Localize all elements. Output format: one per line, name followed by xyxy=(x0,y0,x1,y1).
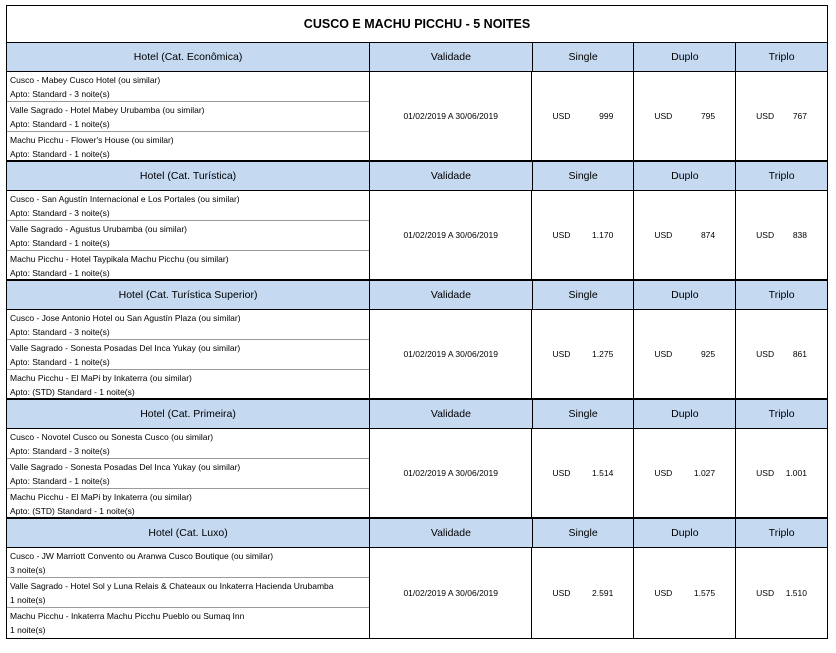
room-info: Apto: Standard - 1 noite(s) xyxy=(10,237,110,248)
duplo-price-cell xyxy=(634,310,736,398)
category-label: Hotel (Cat. Luxo) xyxy=(7,519,370,547)
triplo-price: 1.001 xyxy=(785,468,807,478)
single-header: Single xyxy=(533,519,635,547)
validity-cell xyxy=(370,429,533,517)
currency-label: USD xyxy=(552,111,571,121)
triplo-price-cell xyxy=(736,310,827,398)
room-info: Apto: (STD) Standard - 1 noite(s) xyxy=(10,386,135,397)
hotel-name: Machu Picchu - Flower's House (ou similar) xyxy=(10,135,174,145)
single-price-cell xyxy=(532,429,634,517)
duplo-price-cell xyxy=(634,429,736,517)
hotel-entry xyxy=(7,578,369,608)
single-price: 1.275 xyxy=(592,349,614,359)
category-block xyxy=(7,191,827,281)
triplo-price: 838 xyxy=(792,230,807,240)
triplo-price-cell xyxy=(736,191,827,279)
single-header: Single xyxy=(533,43,635,71)
hotel-entry xyxy=(7,310,369,340)
validity-value: 01/02/2019 A 30/06/2019 xyxy=(403,111,498,121)
validity-cell xyxy=(370,191,533,279)
currency-label: USD xyxy=(756,230,775,240)
hotel-name: Valle Sagrado - Sonesta Posadas Del Inca Yukay (ou similar) xyxy=(10,343,241,353)
room-info: Apto: Standard - 3 noite(s) xyxy=(10,445,110,456)
triplo-header: Triplo xyxy=(768,51,795,63)
triplo-header: Triplo xyxy=(768,408,795,420)
hotel-name: Cusco - JW Marriott Convento ou Aranwa Cusco Boutique (ou similar) xyxy=(10,551,274,561)
currency-label: USD xyxy=(756,111,775,121)
single-header: Single xyxy=(533,281,635,309)
room-info: Apto: Standard - 3 noite(s) xyxy=(10,326,110,337)
category-block xyxy=(7,548,827,638)
duplo-header: Duplo xyxy=(634,400,736,428)
currency-label: USD xyxy=(654,230,673,240)
room-info: Apto: Standard - 1 noite(s) xyxy=(10,148,110,159)
validity-cell xyxy=(370,310,533,398)
hotel-name: Machu Picchu - El MaPi by Inkaterra (ou similar) xyxy=(10,373,192,383)
category-header-row xyxy=(7,43,827,72)
hotel-name: Cusco - San Agustín Internacional e Los Portales (ou similar) xyxy=(10,194,240,204)
duplo-price-cell xyxy=(634,72,736,160)
table-sections xyxy=(7,43,827,638)
validity-cell xyxy=(370,72,533,160)
duplo-header: Duplo xyxy=(634,519,736,547)
single-price: 999 xyxy=(599,111,614,121)
currency-label: USD xyxy=(654,349,673,359)
room-info: Apto: (STD) Standard - 1 noite(s) xyxy=(10,505,135,516)
room-info: 3 noite(s) xyxy=(10,564,46,575)
currency-label: USD xyxy=(654,111,673,121)
category-label: Hotel (Cat. Primeira) xyxy=(7,400,370,428)
duplo-price: 795 xyxy=(700,111,716,121)
validity-cell xyxy=(370,548,533,638)
validity-header: Validade xyxy=(370,400,533,428)
single-price: 2.591 xyxy=(592,588,614,598)
room-info: Apto: Standard - 1 noite(s) xyxy=(10,118,110,129)
triplo-price-cell xyxy=(736,429,827,517)
hotel-list xyxy=(7,191,370,279)
category-header-row xyxy=(7,519,827,548)
hotel-list xyxy=(7,429,370,517)
currency-label: USD xyxy=(552,349,571,359)
triplo-price-cell xyxy=(736,548,827,638)
room-info: Apto: Standard - 3 noite(s) xyxy=(10,207,110,218)
duplo-price: 1.575 xyxy=(693,588,716,598)
duplo-price-cell xyxy=(634,548,736,638)
duplo-header: Duplo xyxy=(634,43,736,71)
category-label: Hotel (Cat. Turística Superior) xyxy=(7,281,370,309)
duplo-price: 1.027 xyxy=(693,468,716,478)
hotel-entry xyxy=(7,370,369,399)
single-price: 1.514 xyxy=(592,468,614,478)
triplo-price: 767 xyxy=(792,111,807,121)
hotel-entry xyxy=(7,132,369,161)
currency-label: USD xyxy=(756,588,775,598)
category-block xyxy=(7,310,827,400)
category-label: Hotel (Cat. Turística) xyxy=(7,162,370,190)
room-info: Apto: Standard - 1 noite(s) xyxy=(10,356,110,367)
hotel-name: Cusco - Novotel Cusco ou Sonesta Cusco (ou similar) xyxy=(10,432,214,442)
single-price-cell xyxy=(532,191,634,279)
hotel-entry xyxy=(7,489,369,518)
hotel-entry xyxy=(7,221,369,251)
hotel-name: Machu Picchu - El MaPi by Inkaterra (ou similar) xyxy=(10,492,192,502)
hotel-name: Cusco - Jose Antonio Hotel ou San Agustín Plaza (ou similar) xyxy=(10,313,241,323)
triplo-header: Triplo xyxy=(768,289,795,301)
hotel-name: Valle Sagrado - Sonesta Posadas Del Inca Yukay (ou similar) xyxy=(10,462,241,472)
validity-value: 01/02/2019 A 30/06/2019 xyxy=(403,468,498,478)
hotel-name: Valle Sagrado - Hotel Sol y Luna Relais & Chateaux ou Inkaterra Hacienda Urubamba xyxy=(10,581,334,591)
category-header-row xyxy=(7,400,827,429)
hotel-entry xyxy=(7,608,369,638)
duplo-price-cell xyxy=(634,191,736,279)
room-info: 1 noite(s) xyxy=(10,594,46,605)
category-header-row xyxy=(7,162,827,191)
single-price-cell xyxy=(532,72,634,160)
category-block xyxy=(7,429,827,519)
category-block xyxy=(7,72,827,162)
validity-header: Validade xyxy=(370,519,533,547)
validity-value: 01/02/2019 A 30/06/2019 xyxy=(403,230,498,240)
room-info: Apto: Standard - 3 noite(s) xyxy=(10,88,110,99)
table-title: CUSCO E MACHU PICCHU - 5 NOITES xyxy=(7,6,827,43)
room-info: Apto: Standard - 1 noite(s) xyxy=(10,267,110,278)
single-price-cell xyxy=(532,548,634,638)
triplo-price: 1.510 xyxy=(785,588,807,598)
validity-header: Validade xyxy=(370,43,533,71)
single-header: Single xyxy=(533,162,635,190)
hotel-entry xyxy=(7,548,369,578)
hotel-entry xyxy=(7,72,369,102)
hotel-name: Machu Picchu - Inkaterra Machu Picchu Pueblo ou Sumaq Inn xyxy=(10,611,245,621)
triplo-price: 861 xyxy=(792,349,807,359)
single-header: Single xyxy=(533,400,635,428)
currency-label: USD xyxy=(552,588,571,598)
hotel-entry xyxy=(7,340,369,370)
single-price-cell xyxy=(532,310,634,398)
duplo-header: Duplo xyxy=(634,162,736,190)
duplo-header: Duplo xyxy=(634,281,736,309)
hotel-name: Machu Picchu - Hotel Taypikala Machu Picchu (ou similar) xyxy=(10,254,229,264)
hotel-name: Cusco - Mabey Cusco Hotel (ou similar) xyxy=(10,75,161,85)
triplo-price-cell xyxy=(736,72,827,160)
currency-label: USD xyxy=(756,349,775,359)
triplo-header: Triplo xyxy=(768,527,795,539)
category-header-row xyxy=(7,281,827,310)
hotel-entry xyxy=(7,459,369,489)
currency-label: USD xyxy=(552,468,571,478)
hotel-list xyxy=(7,72,370,160)
hotel-entry xyxy=(7,191,369,221)
validity-value: 01/02/2019 A 30/06/2019 xyxy=(403,588,498,598)
hotel-name: Valle Sagrado - Agustus Urubamba (ou similar) xyxy=(10,224,188,234)
currency-label: USD xyxy=(756,468,775,478)
hotel-list xyxy=(7,548,370,638)
validity-header: Validade xyxy=(370,281,533,309)
hotel-entry xyxy=(7,251,369,280)
hotel-name: Valle Sagrado - Hotel Mabey Urubamba (ou similar) xyxy=(10,105,205,115)
validity-header: Validade xyxy=(370,162,533,190)
room-info: Apto: Standard - 1 noite(s) xyxy=(10,475,110,486)
duplo-price: 925 xyxy=(700,349,716,359)
currency-label: USD xyxy=(654,468,673,478)
room-info: 1 noite(s) xyxy=(10,624,46,635)
hotel-entry xyxy=(7,102,369,132)
triplo-header: Triplo xyxy=(768,170,795,182)
duplo-price: 874 xyxy=(700,230,716,240)
currency-label: USD xyxy=(552,230,571,240)
price-table xyxy=(6,5,828,639)
hotel-list xyxy=(7,310,370,398)
category-label: Hotel (Cat. Econômica) xyxy=(7,43,370,71)
currency-label: USD xyxy=(654,588,673,598)
hotel-entry xyxy=(7,429,369,459)
validity-value: 01/02/2019 A 30/06/2019 xyxy=(403,349,498,359)
single-price: 1.170 xyxy=(592,230,614,240)
